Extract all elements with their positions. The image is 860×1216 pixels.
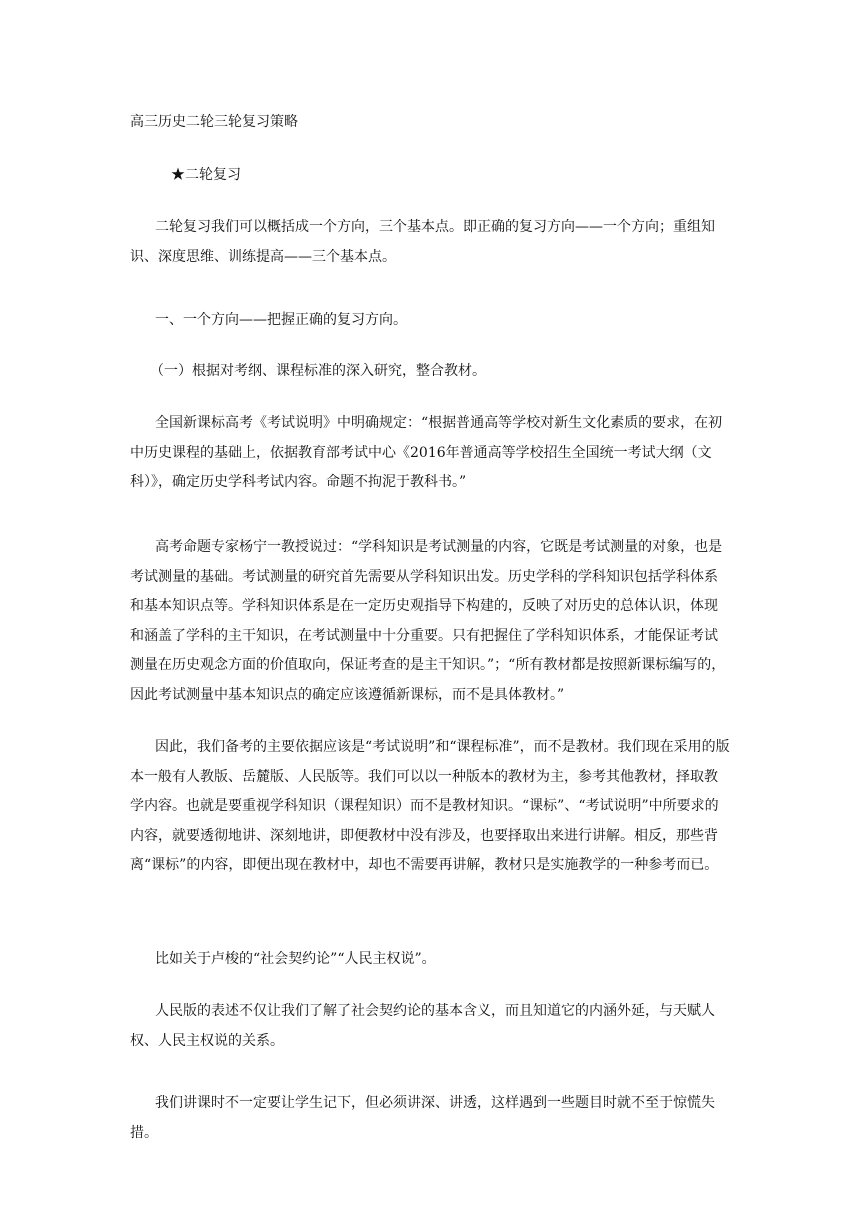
paragraph-basis: 因此，我们备考的主要依据应该是“考试说明”和“课程标准”，而不是教材。我们现在采用的版本一般有人教版、岳麓版、人民版等。我们可以以一种版本的教材为主，参考其他教材，择取教学内容。也就是要重视学科知识（课程知识）而不是教材知识。“课标”、“考试说明”中所要求的内容，就要透彻地讲、深刻地讲，即便教材中没有涉及，也要择取出来进行讲解。相反，那些背离“课标”的内容，即便出现在教材中，却也不需要再讲解，教材只是实施教学的一种参考而已。 — [130, 739, 730, 873]
document-title: 高三历史二轮三轮复习策略 — [130, 114, 298, 130]
paragraph-exam-rules: 全国新课标高考《考试说明》中明确规定：“根据普通高等学校对新生文化素质的要求，在初中历史课程的基础上，依据教育部考试中心《2016年普通高等学校招生全国统一考试大纲（文科）》，确定历史学科考试内容。命题不拘泥于教科书。” — [130, 415, 723, 490]
paragraph-direction-heading: 一、一个方向——把握正确的复习方向。 — [155, 312, 407, 328]
paragraph-renmin-edition: 人民版的表述不仅让我们了解了社会契约论的基本含义，而且知道它的内涵外延，与天赋人权、人民主权说的关系。 — [130, 1003, 715, 1049]
paragraph-expert-quote: 高考命题专家杨宁一教授说过：“学科知识是考试测量的内容，它既是考试测量的对象，也是考试测量的基础。考试测量的研究首先需要从学科知识出发。历史学科的学科知识包括学科体系和基本知识点等。学科知识体系是在一定历史观指导下构建的，反映了对历史的总体认识，体现和涵盖了学科的主干知识，在考试测量中十分重要。只有把握住了学科知识体系，才能保证考试测量在历史观念方面的价值取向，保证考查的是主干知识。”；“所有教材都是按照新课标编写的，因此考试测量中基本知识点的确定应该遵循新课标，而不是具体教材。” — [130, 539, 726, 703]
paragraph-overview: 二轮复习我们可以概括成一个方向，三个基本点。即正确的复习方向——一个方向；重组知识、深度思维、训练提高——三个基本点。 — [130, 219, 715, 265]
paragraph-teaching-note: 我们讲课时不一定要让学生记下，但必须讲深、讲透，这样遇到一些题目时就不至于惊慌失措。 — [130, 1095, 715, 1141]
section-heading: ★二轮复习 — [171, 167, 241, 183]
paragraph-example: 比如关于卢梭的“社会契约论”“人民主权说”。 — [155, 951, 436, 967]
paragraph-subsection-heading: （一）根据对考纲、课程标准的深入研究，整合教材。 — [150, 363, 486, 379]
